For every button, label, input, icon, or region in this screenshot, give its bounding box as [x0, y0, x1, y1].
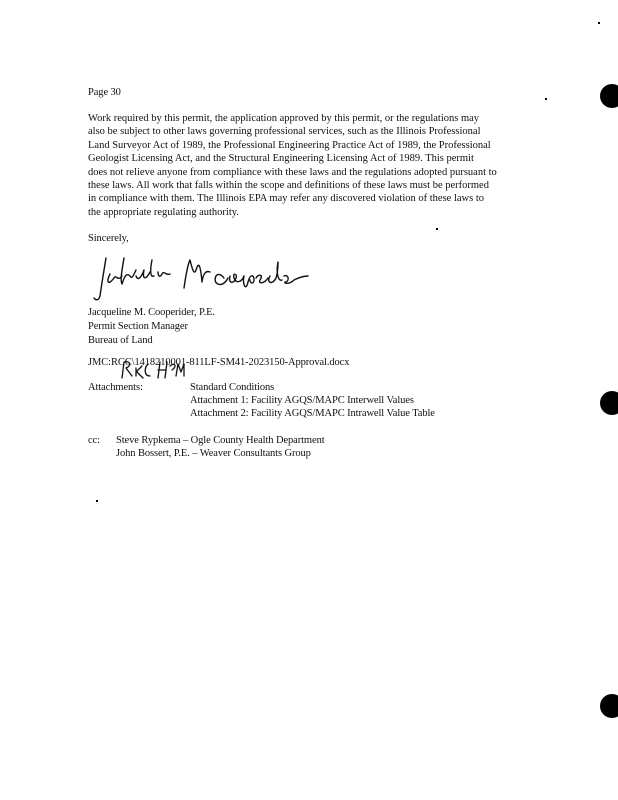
- hole-punch-top: [600, 84, 618, 108]
- cc-recipient: John Bossert, P.E. – Weaver Consultants Group: [116, 448, 311, 459]
- scan-speck: [96, 500, 98, 502]
- attachment-item: Standard Conditions: [190, 382, 275, 393]
- cc-recipient: Steve Rypkema – Ogle County Health Department: [116, 435, 325, 446]
- signer-name: Jacqueline M. Cooperider, P.E.: [88, 307, 215, 318]
- body-line: does not relieve anyone from compliance with these laws and the regulations adopted pursuant to: [88, 166, 497, 178]
- body-line: Land Surveyor Act of 1989, the Professional Engineering Practice Act of 1989, the Professional: [88, 139, 491, 151]
- body-paragraph: [88, 112, 568, 219]
- hole-punch-middle: [600, 391, 618, 415]
- body-line: Geologist Licensing Act, and the Structural Engineering Licensing Act of 1989. This permit: [88, 153, 474, 165]
- scan-speck: [436, 228, 438, 230]
- attachment-item: Attachment 2: Facility AGQS/MAPC Intrawell Value Table: [190, 408, 435, 419]
- scan-speck: [598, 22, 600, 24]
- attachment-item: Attachment 1: Facility AGQS/MAPC Interwell Values: [190, 395, 414, 406]
- signer-title: Permit Section Manager: [88, 321, 188, 332]
- body-line: in compliance with them. The Illinois EPA may refer any discovered violation of these laws to: [88, 193, 484, 205]
- body-line: also be subject to other laws governing professional services, such as the Illinois Professional: [88, 126, 481, 138]
- body-line: Work required by this permit, the application approved by this permit, or the regulations may: [88, 113, 480, 124]
- closing: Sincerely,: [88, 233, 129, 244]
- attachments-label: Attachments:: [88, 382, 143, 393]
- body-line: the appropriate regulating authority.: [88, 206, 239, 218]
- handwritten-initials: [118, 358, 188, 382]
- page-number: Page 30: [88, 87, 121, 98]
- hole-punch-bottom: [600, 694, 618, 718]
- body-line: these laws. All work that falls within the scope and definitions of these laws must be performed: [88, 180, 489, 192]
- reference-line: JMC:RCC\1418210001-811LF-SM41-2023150-Approval.docx: [88, 357, 350, 368]
- cc-label: cc:: [88, 435, 100, 446]
- scan-speck: [545, 98, 547, 100]
- signer-bureau: Bureau of Land: [88, 335, 153, 346]
- signature-image: [92, 252, 322, 304]
